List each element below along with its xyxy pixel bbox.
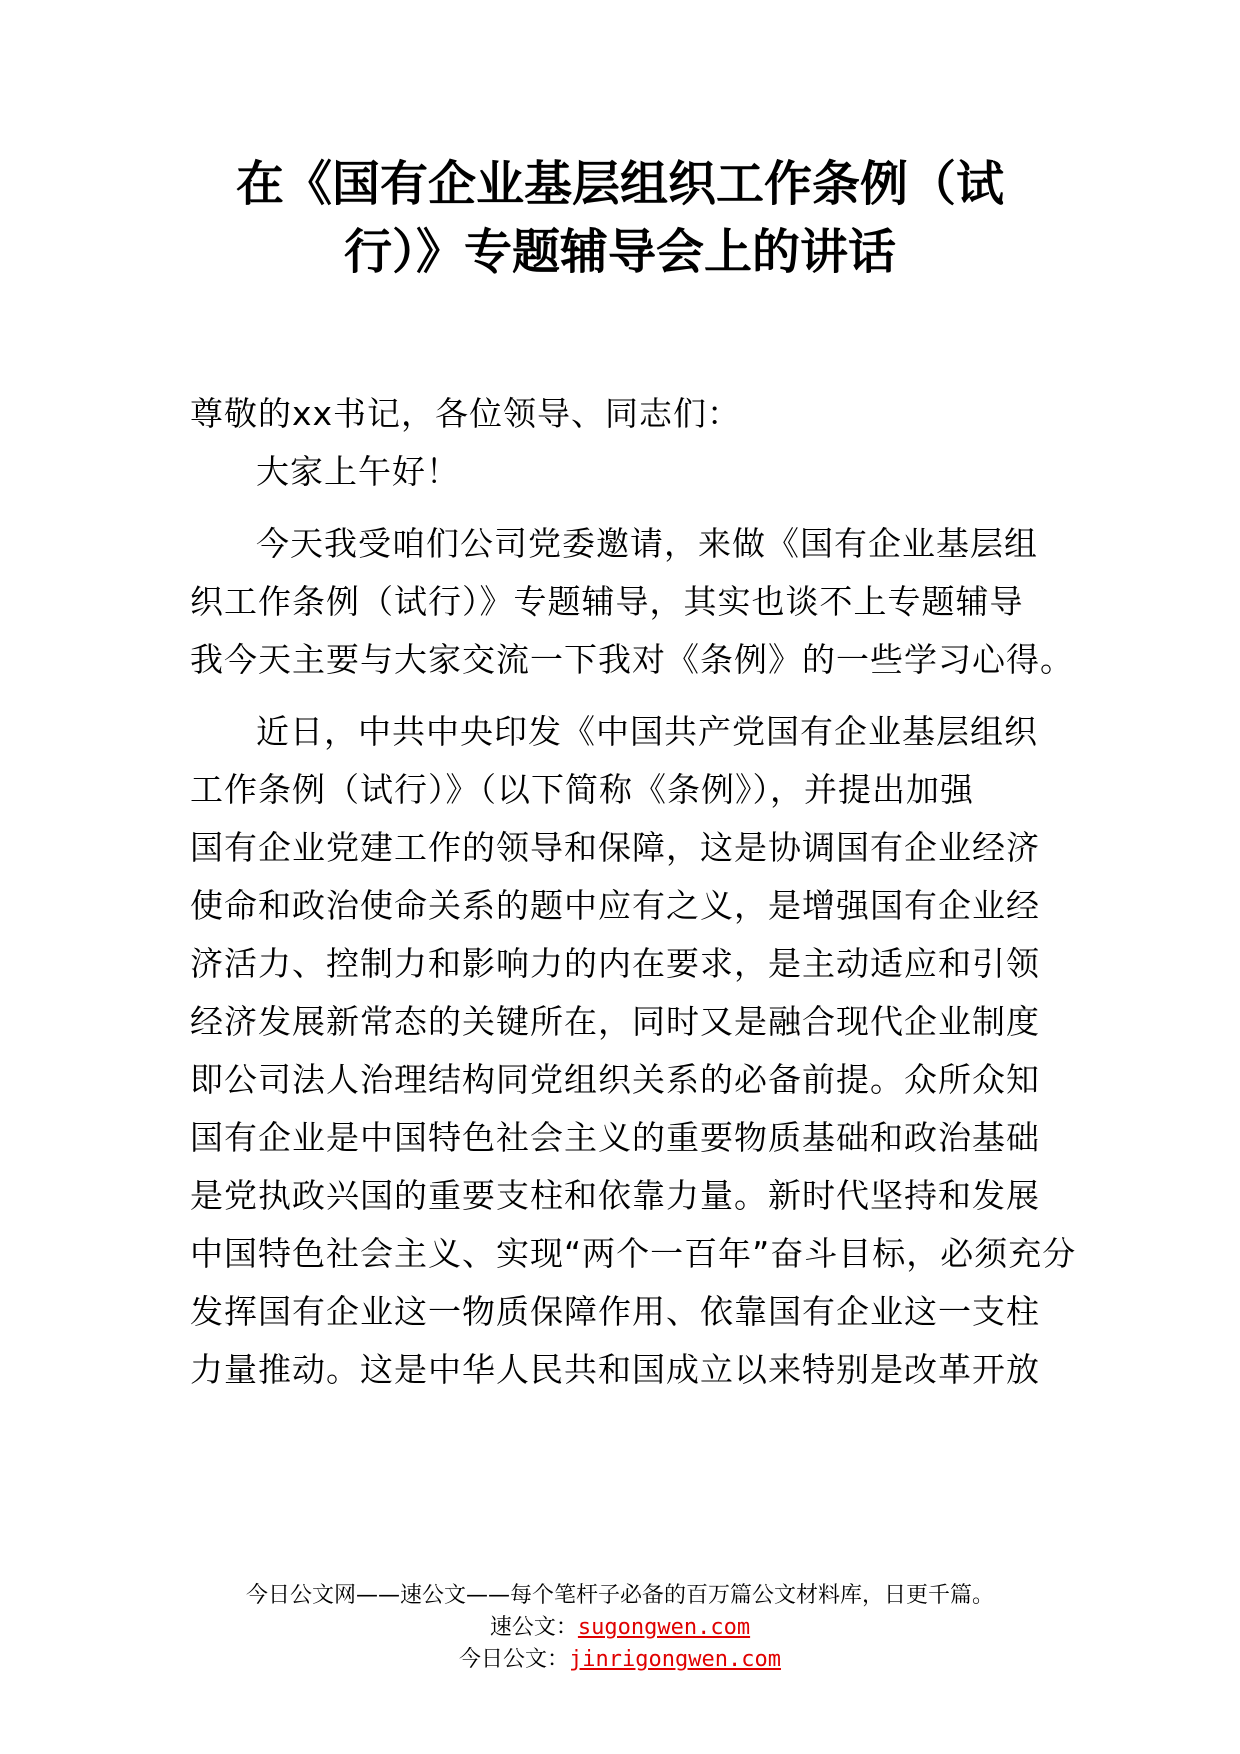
paragraph-2-line: 济活力、控制力和影响力的内在要求，是主动适应和引领 — [190, 944, 1040, 983]
paragraph-2-line: 使命和政治使命关系的题中应有之义，是增强国有企业经 — [190, 886, 1040, 925]
jinrigongwen-link[interactable]: jinrigongwen.com — [569, 1647, 781, 1672]
paragraph-2-line: 国有企业是中国特色社会主义的重要物质基础和政治基础 — [190, 1118, 1040, 1157]
document-title — [190, 150, 1050, 286]
greeting: 大家上午好！ — [256, 452, 460, 491]
paragraph-1-line: 今天我受咱们公司党委邀请，来做《国有企业基层组 — [256, 524, 1038, 563]
footer-link-1-label: 速公文： — [489, 1615, 578, 1640]
salutation: 尊敬的xx书记，各位领导、同志们： — [190, 394, 742, 433]
paragraph-2-line: 是党执政兴国的重要支柱和依靠力量。新时代坚持和发展 — [190, 1176, 1040, 1215]
footer-link-row-1 — [0, 1612, 1240, 1644]
footer-tagline: 今日公文网——速公文——每个笔杆子必备的百万篇公文材料库，日更千篇。 — [245, 1583, 994, 1608]
footer-link-2-label: 今日公文： — [459, 1647, 570, 1672]
footer-link-row-2 — [0, 1644, 1240, 1676]
paragraph-2-line: 力量推动。这是中华人民共和国成立以来特别是改革开放 — [190, 1350, 1040, 1389]
title-line-1: 在《国有企业基层组织工作条例（试 — [235, 156, 1004, 212]
paragraph-2-line: 工作条例（试行）》（以下简称《条例》），并提出加强 — [190, 770, 974, 809]
sugongwen-link[interactable]: sugongwen.com — [577, 1615, 751, 1640]
paragraph-2-line: 国有企业党建工作的领导和保障，这是协调国有企业经济 — [190, 828, 1040, 867]
paragraph-2-line: 即公司法人治理结构同党组织关系的必备前提。众所众知 — [190, 1060, 1040, 1099]
paragraph-1-line: 我今天主要与大家交流一下我对《条例》的一些学习心得。 — [190, 640, 1074, 679]
paragraph-2-line: 中国特色社会主义、实现“两个一百年”奋斗目标，必须充分 — [190, 1234, 1077, 1273]
page-footer — [0, 1580, 1240, 1676]
paragraph-2-line: 近日，中共中央印发《中国共产党国有企业基层组织 — [256, 712, 1038, 751]
paragraph-1-line: 织工作条例（试行）》专题辅导，其实也谈不上专题辅导 — [190, 582, 1024, 621]
title-line-2: 行）》专题辅导会上的讲话 — [343, 224, 896, 280]
paragraph-2-line: 经济发展新常态的关键所在，同时又是融合现代企业制度 — [190, 1002, 1040, 1041]
paragraph-2-line: 发挥国有企业这一物质保障作用、依靠国有企业这一支柱 — [190, 1292, 1040, 1331]
